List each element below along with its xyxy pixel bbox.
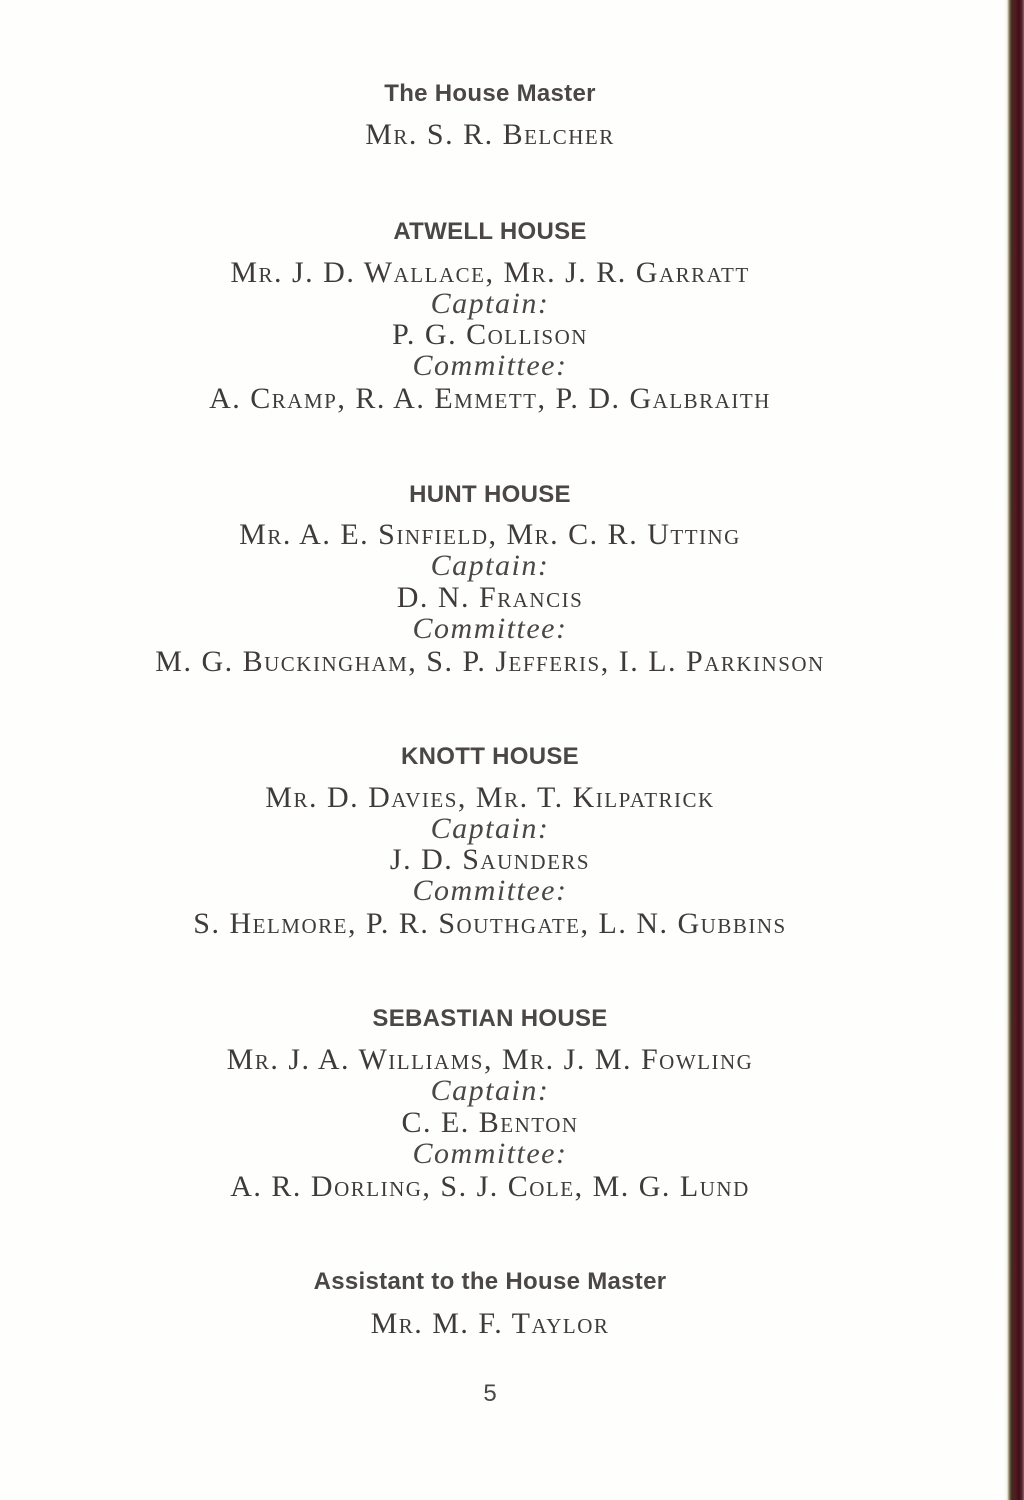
committee-members: M. G. Buckingham, S. P. Jefferis, I. L. Parkinson xyxy=(155,645,825,678)
captain-name: C. E. Benton xyxy=(401,1106,579,1139)
committee-label: Committee: xyxy=(412,874,568,907)
page-number: 5 xyxy=(483,1380,497,1407)
house-master-heading: The House Master xyxy=(384,80,596,107)
house-title: HUNT HOUSE xyxy=(409,481,571,508)
captain-label: Captain: xyxy=(430,812,550,845)
house-masters: Mr. J. D. Wallace, Mr. J. R. Garratt xyxy=(230,256,750,289)
committee-label: Committee: xyxy=(412,612,568,645)
house-masters: Mr. D. Davies, Mr. T. Kilpatrick xyxy=(265,781,715,814)
captain-label: Captain: xyxy=(430,287,550,320)
committee-label: Committee: xyxy=(412,349,568,382)
captain-label: Captain: xyxy=(430,1074,550,1107)
captain-name: D. N. Francis xyxy=(396,581,584,614)
house-title: KNOTT HOUSE xyxy=(401,743,579,770)
house-title: SEBASTIAN HOUSE xyxy=(372,1005,608,1032)
captain-name: J. D. Saunders xyxy=(389,843,591,876)
committee-members: S. Helmore, P. R. Southgate, L. N. Gubbins xyxy=(193,907,787,940)
house-title: ATWELL HOUSE xyxy=(393,218,587,245)
binding-edge xyxy=(1004,0,1024,1500)
committee-members: A. R. Dorling, S. J. Cole, M. G. Lund xyxy=(230,1170,750,1203)
committee-label: Committee: xyxy=(412,1137,568,1170)
assistant-heading: Assistant to the House Master xyxy=(313,1268,667,1295)
captain-name: P. G. Collison xyxy=(392,318,588,351)
committee-members: A. Cramp, R. A. Emmett, P. D. Galbraith xyxy=(209,382,771,415)
house-masters: Mr. A. E. Sinfield, Mr. C. R. Utting xyxy=(239,518,741,551)
captain-label: Captain: xyxy=(430,549,550,582)
house-master-name: Mr. S. R. Belcher xyxy=(365,118,615,151)
assistant-name: Mr. M. F. Taylor xyxy=(370,1307,610,1340)
house-masters: Mr. J. A. Williams, Mr. J. M. Fowling xyxy=(226,1043,754,1076)
